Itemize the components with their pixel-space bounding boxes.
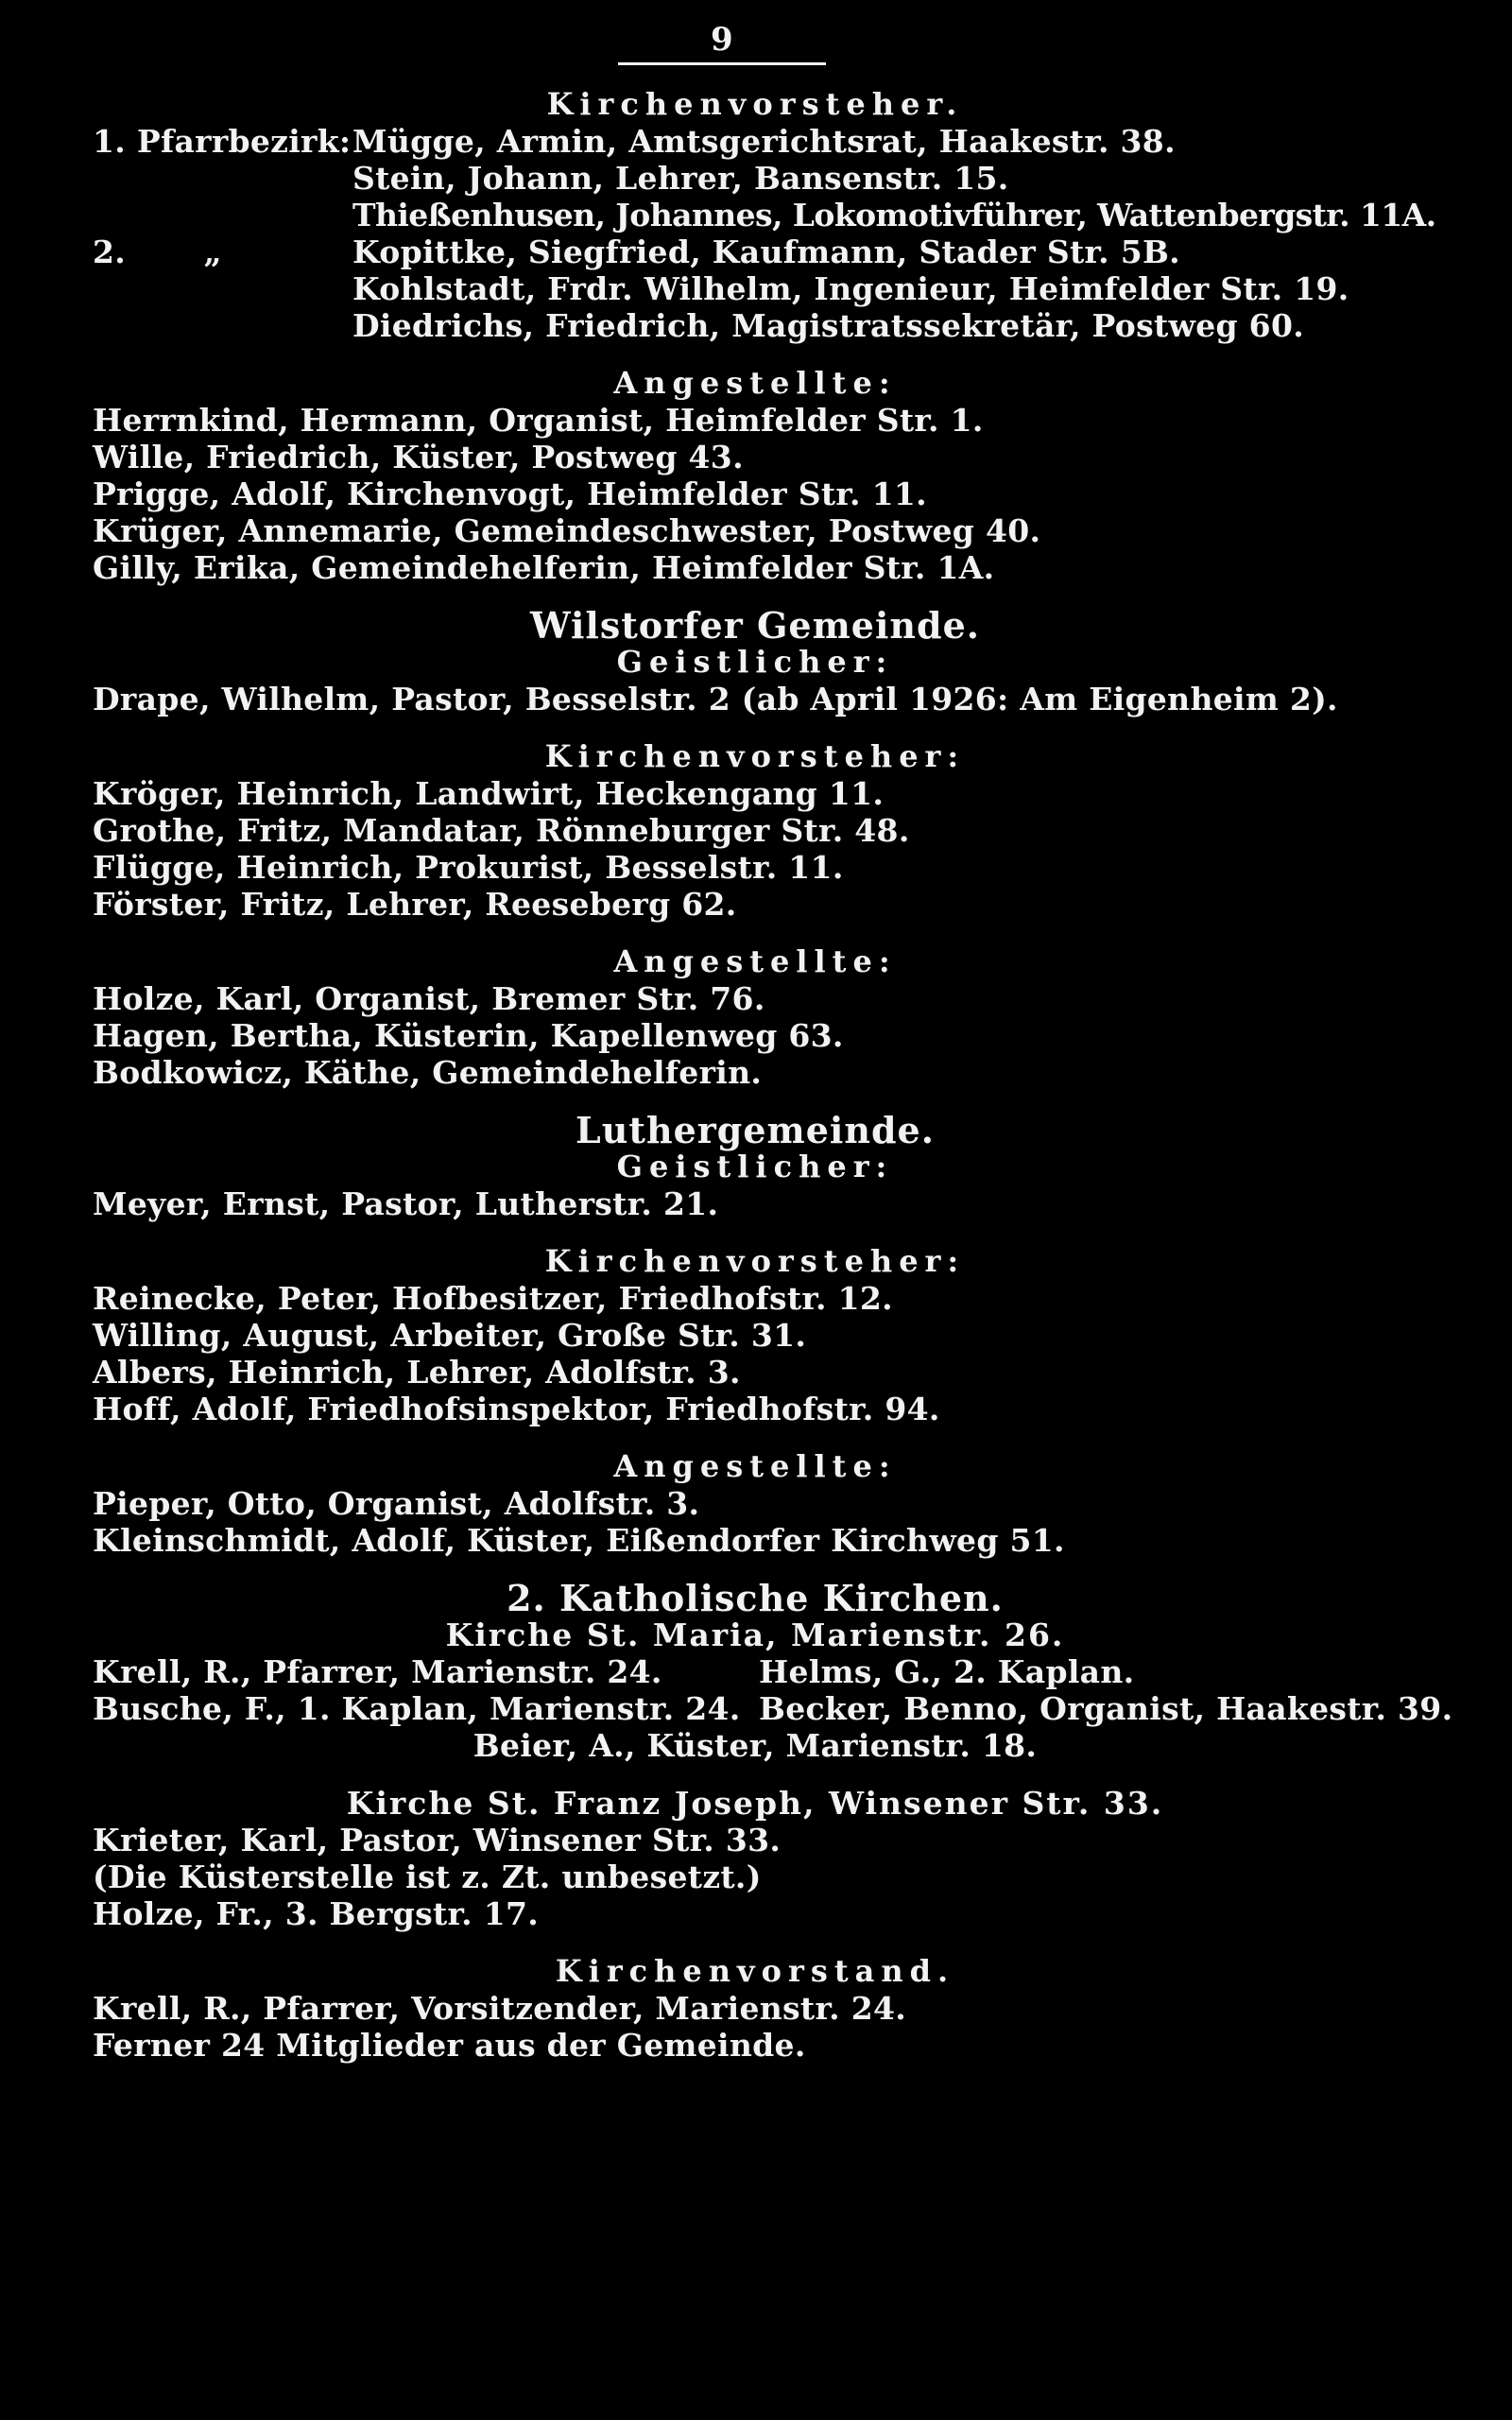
st-franz-joseph-entry: Krieter, Karl, Pastor, Winsener Str. 33. [93,1822,782,1858]
luther-vorsteher-entry: Willing, August, Arbeiter, Große Str. 31. [93,1317,807,1354]
kirchenvorstand-heading: Kirchenvorstand. [555,1953,955,1989]
st-franz-joseph-entry: Holze, Fr., 3. Bergstr. 17. [93,1895,540,1932]
district-1-entry: Thießenhusen, Johannes, Lokomotivführer, Wattenbergstr. 11A. [352,197,1436,233]
wilstorf-employee-entry: Bodkowicz, Käthe, Gemeindehelferin. [93,1054,763,1091]
wilstorf-vorsteher-entry: Förster, Fritz, Lehrer, Reeseberg 62. [93,886,737,923]
st-maria-entry-right: Helms, G., 2. Kaplan. [759,1653,1135,1690]
wilstorf-vorsteher-entry: Flügge, Heinrich, Prokurist, Besselstr. 11. [93,849,844,886]
district-2-label: 2. „ [93,233,222,270]
header-rule [618,62,826,65]
heading-angestellte: Angestellte: [613,365,897,401]
st-maria-sexton: Beier, A., Küster, Marienstr. 18. [472,1727,1038,1764]
luther-clergy-entry: Meyer, Ernst, Pastor, Lutherstr. 21. [93,1185,719,1222]
district-1-entry: Mügge, Armin, Amtsgerichtsrat, Haakestr. 38. [352,123,1176,160]
luther-heading-angestellte: Angestellte: [613,1448,897,1484]
st-maria-row [93,1653,1455,1690]
wilstorf-heading-angestellte: Angestellte: [613,943,897,979]
district-2 [93,233,1455,270]
wilstorf-title: Wilstorfer Gemeinde. [529,604,981,647]
district-2-entry: Kohlstadt, Frdr. Wilhelm, Ingenieur, Heimfelder Str. 19. [352,270,1349,307]
st-maria-entry-right: Becker, Benno, Organist, Haakestr. 39. [759,1690,1453,1727]
district-1-label: 1. Pfarrbezirk: [93,123,352,160]
district-1-entry: Stein, Johann, Lehrer, Bansenstr. 15. [352,160,1009,197]
luther-title: Luthergemeinde. [576,1109,935,1151]
heading-kirchenvorsteher: Kirchenvorsteher. [546,86,964,122]
luther-employee-entry: Kleinschmidt, Adolf, Küster, Eißendorfer Kirchweg 51. [93,1522,1065,1559]
st-maria-heading: Kirche St. Maria, Marienstr. 26. [445,1616,1065,1653]
district-1 [93,123,1455,160]
luther-vorsteher-entry: Albers, Heinrich, Lehrer, Adolfstr. 3. [93,1354,741,1391]
luther-vorsteher-entry: Hoff, Adolf, Friedhofsinspektor, Friedhofstr. 94. [93,1391,940,1427]
employee-entry: Krüger, Annemarie, Gemeindeschwester, Postweg 40. [93,512,1041,549]
st-maria-entry-left: Krell, R., Pfarrer, Marienstr. 24. [93,1653,662,1690]
district-2-entry: Diedrichs, Friedrich, Magistratssekretär, Postweg 60. [352,307,1304,344]
wilstorf-heading-vorsteher: Kirchenvorsteher: [544,738,966,774]
employee-entry: Wille, Friedrich, Küster, Postweg 43. [93,439,744,475]
wilstorf-clergy-entry: Drape, Wilhelm, Pastor, Besselstr. 2 (ab April 1926: Am Eigenheim 2). [93,681,1338,717]
employee-entry: Gilly, Erika, Gemeindehelferin, Heimfelder Str. 1A. [93,549,995,586]
district-2-entry: Kopittke, Siegfried, Kaufmann, Stader Str. 5B. [352,233,1180,270]
st-franz-joseph-heading: Kirche St. Franz Joseph, Winsener Str. 33. [346,1785,1164,1822]
page-number: 9 [711,21,733,59]
wilstorf-employee-entry: Hagen, Bertha, Küsterin, Kapellenweg 63. [93,1017,844,1054]
wilstorf-vorsteher-entry: Grothe, Fritz, Mandatar, Rönneburger Str. 48. [93,812,910,849]
luther-vorsteher-entry: Reinecke, Peter, Hofbesitzer, Friedhofstr. 12. [93,1280,893,1317]
st-maria-entry-left: Busche, F., 1. Kaplan, Marienstr. 24. [93,1690,741,1727]
wilstorf-vorsteher-entry: Kröger, Heinrich, Landwirt, Heckengang 11. [93,775,885,812]
page-header [0,21,1455,59]
st-franz-joseph-entry: (Die Küsterstelle ist z. Zt. unbesetzt.) [93,1858,762,1895]
wilstorf-heading-geistlicher: Geistlicher: [616,644,894,680]
wilstorf-employee-entry: Holze, Karl, Organist, Bremer Str. 76. [93,980,765,1017]
kirchenvorstand-entry: Krell, R., Pfarrer, Vorsitzender, Marienstr. 24. [93,1990,907,2027]
employee-entry: Prigge, Adolf, Kirchenvogt, Heimfelder Str. 11. [93,475,927,512]
st-maria-row [93,1690,1455,1727]
katholisch-title: 2. Katholische Kirchen. [507,1577,1004,1619]
luther-heading-vorsteher: Kirchenvorsteher: [544,1243,966,1279]
luther-employee-entry: Pieper, Otto, Organist, Adolfstr. 3. [93,1485,700,1522]
employee-entry: Herrnkind, Hermann, Organist, Heimfelder Str. 1. [93,402,984,439]
luther-heading-geistlicher: Geistlicher: [616,1149,894,1184]
kirchenvorstand-entry: Ferner 24 Mitglieder aus der Gemeinde. [93,2027,806,2064]
